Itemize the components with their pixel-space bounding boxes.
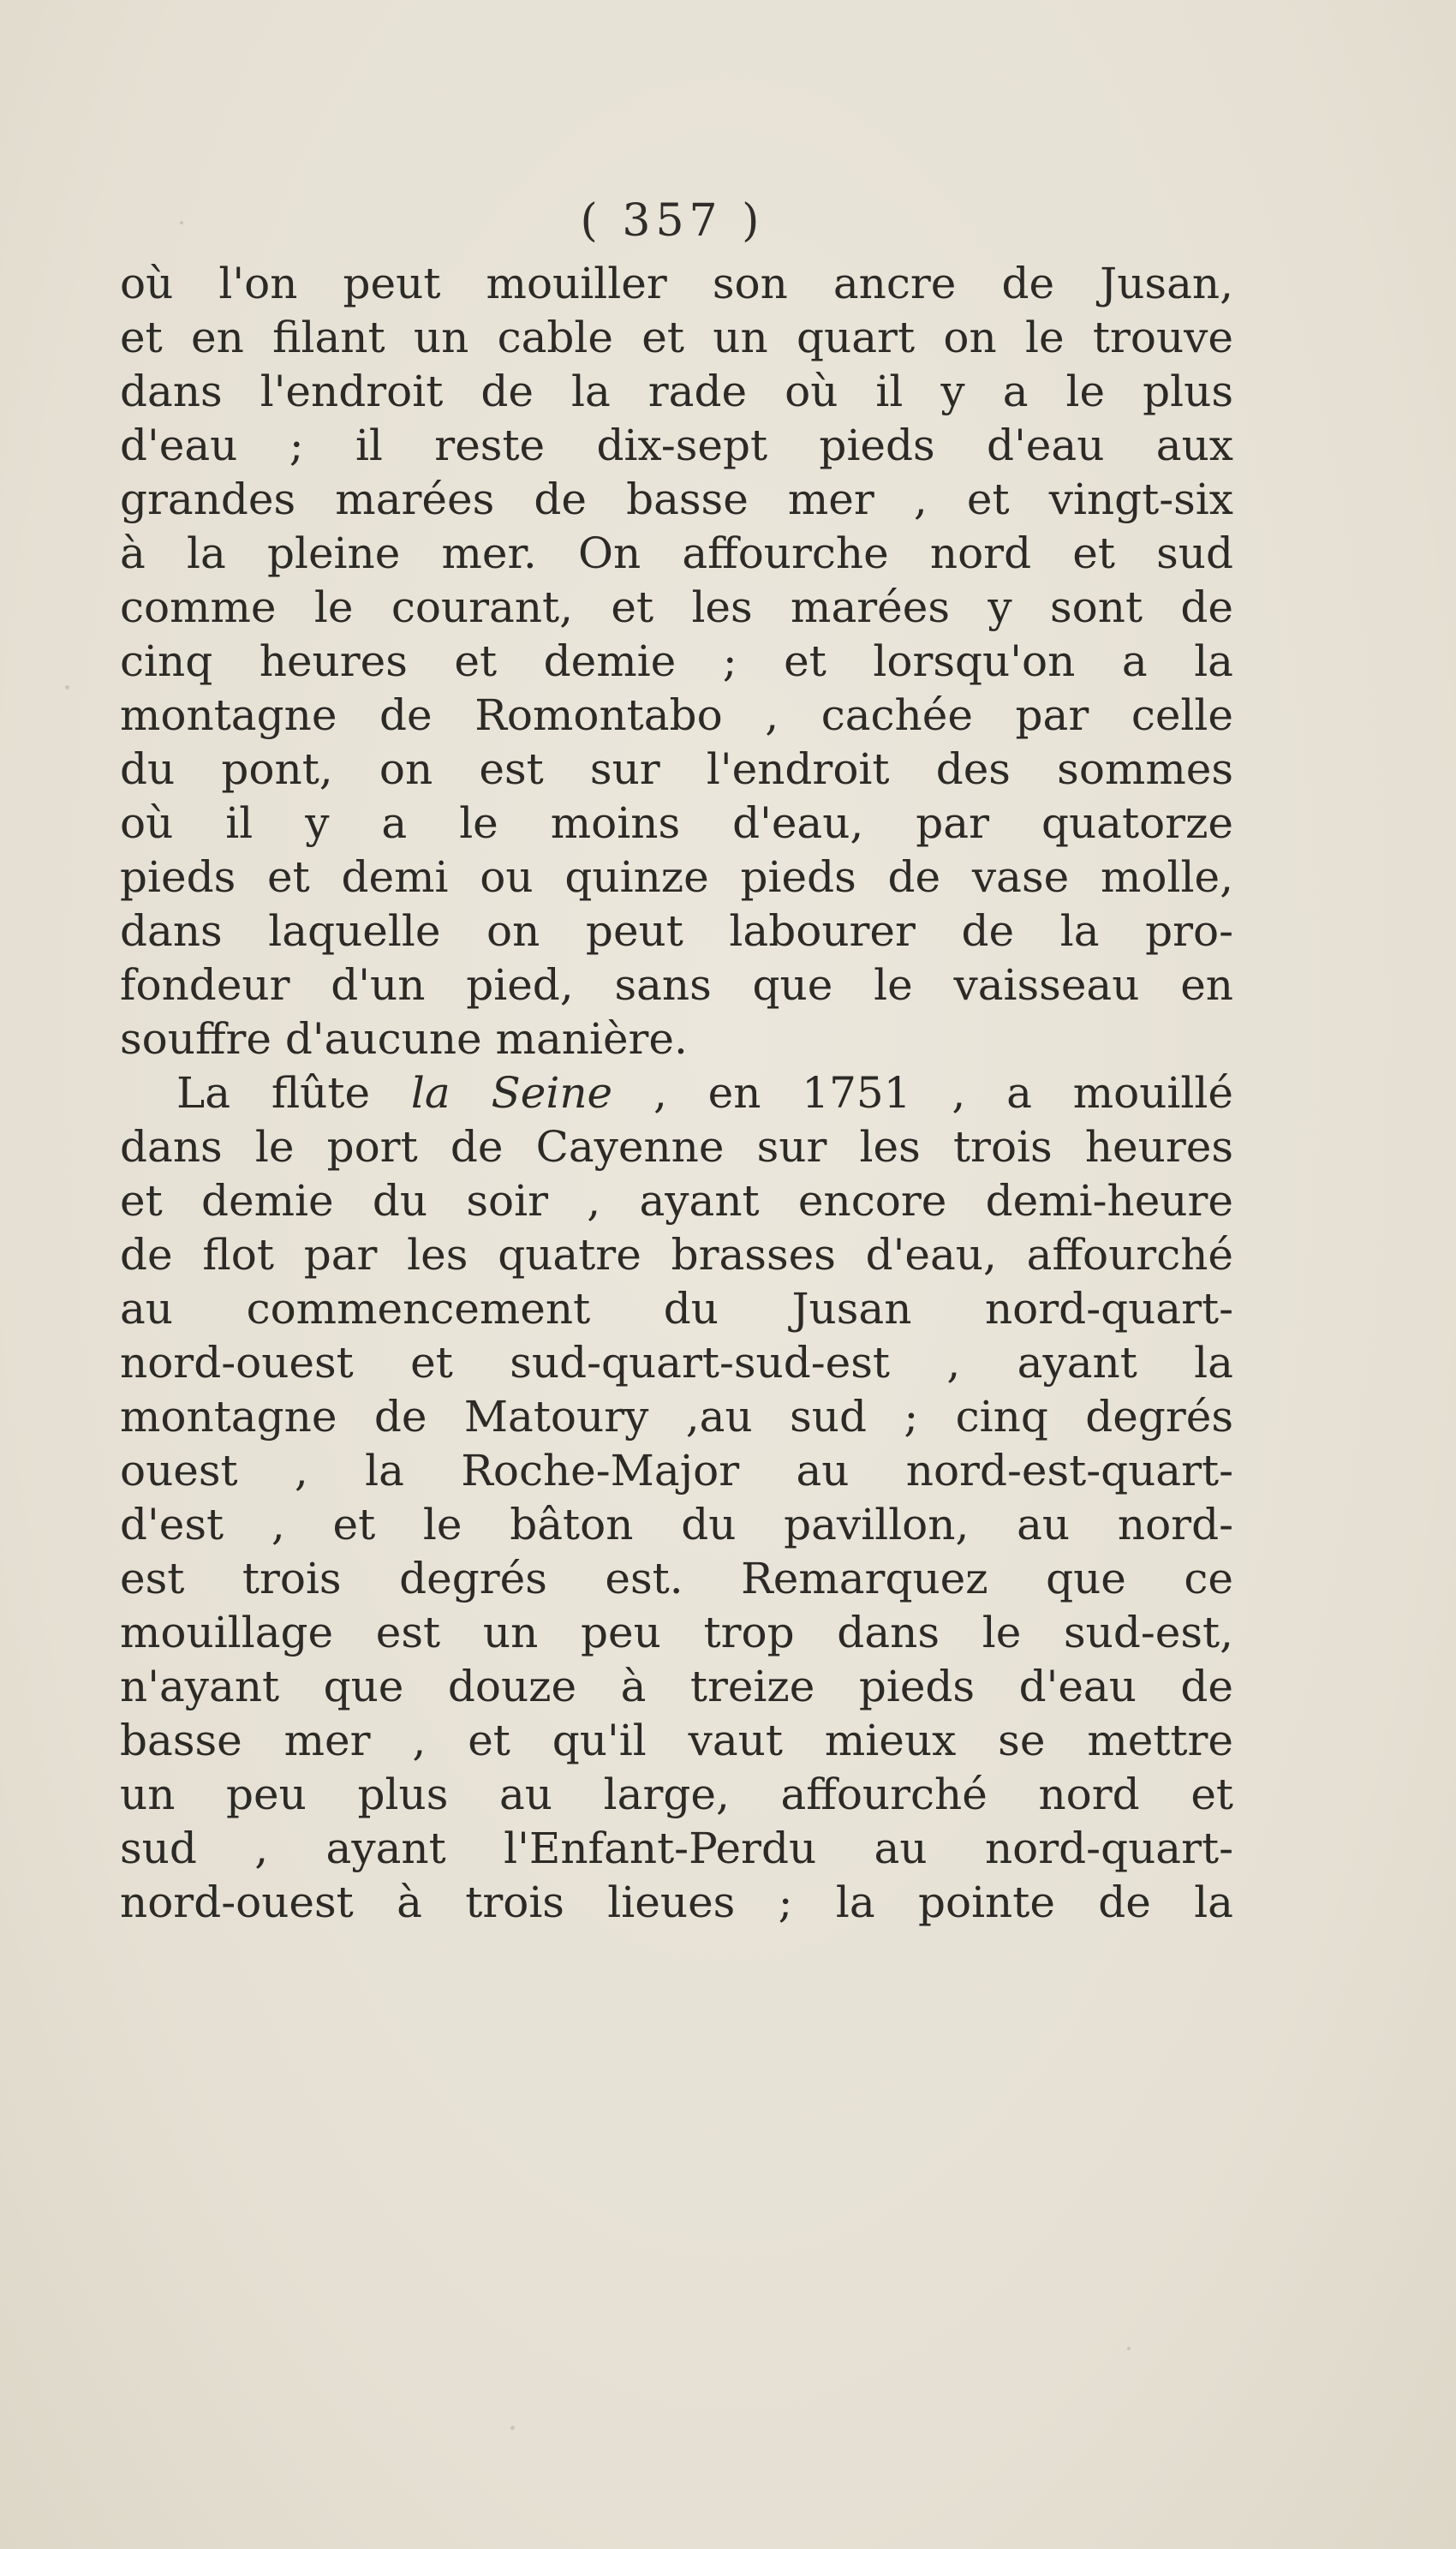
text-line: à la pleine mer. On affourche nord et sud [120,528,1233,578]
text-line: au commencement du Jusan nord-quart- [120,1284,1233,1334]
paragraph-2-first-line [120,1066,1233,1120]
text-line: d'est , et le bâton du pavillon, au nord- [120,1500,1233,1549]
text-line: où l'on peut mouiller son ancre de Jusan, [120,259,1233,308]
text-line: et demie du soir , ayant encore demi-heure [120,1176,1233,1226]
text-line: souffre d'aucune manière. [120,1014,688,1064]
text-line: est trois degrés est. Remarquez que ce [120,1554,1233,1603]
body-text [120,257,1233,1930]
text-line: grandes marées de basse mer , et vingt-six [120,475,1233,524]
text-line: du pont, on est sur l'endroit des sommes [120,744,1233,794]
paragraph-1 [120,257,1233,1066]
page-number: ( 357 ) [580,195,765,247]
text-line: et en filant un cable et un quart on le trouve [120,313,1233,362]
text-line: de flot par les quatre brasses d'eau, affourché [120,1230,1233,1280]
paper-speck [1127,2347,1131,2350]
text-line: comme le courant, et les marées y sont de [120,582,1233,632]
text-line: nord-ouest à trois lieues ; la pointe de la [120,1877,1233,1927]
text-line: d'eau ; il reste dix-sept pieds d'eau aux [120,421,1233,470]
text-line: montagne de Matoury ,au sud ; cinq degrés [120,1392,1233,1442]
ship-name: la Seine [410,1068,613,1118]
first-line-start: La flûte [176,1068,411,1118]
text-line: sud , ayant l'Enfant-Perdu au nord-quart- [120,1824,1233,1873]
text-line: n'ayant que douze à treize pieds d'eau de [120,1662,1233,1711]
paper-speck [180,221,183,224]
first-line-end: , en 1751 , a mouillé [612,1068,1233,1118]
text-line: dans le port de Cayenne sur les trois heures [120,1122,1233,1172]
text-line: où il y a le moins d'eau, par quatorze [120,798,1233,848]
text-line: montagne de Romontabo , cachée par celle [120,690,1233,740]
text-line: dans laquelle on peut labourer de la pro- [120,906,1233,956]
text-line: un peu plus au large, affourché nord et [120,1770,1233,1819]
text-line: ouest , la Roche-Major au nord-est-quart- [120,1446,1233,1495]
paper-speck [510,2426,515,2430]
text-line: cinq heures et demie ; et lorsqu'on a la [120,636,1233,686]
text-line: mouillage est un peu trop dans le sud-est, [120,1608,1233,1657]
paragraph-2 [120,1066,1233,1930]
text-line: basse mer , et qu'il vaut mieux se mettre [120,1716,1233,1765]
text-line: nord-ouest et sud-quart-sud-est , ayant la [120,1338,1233,1388]
text-line: fondeur d'un pied, sans que le vaisseau en [120,960,1233,1010]
text-line: dans l'endroit de la rade où il y a le plus [120,367,1233,416]
text-line: pieds et demi ou quinze pieds de vase molle, [120,852,1233,902]
paper-speck [65,685,69,689]
